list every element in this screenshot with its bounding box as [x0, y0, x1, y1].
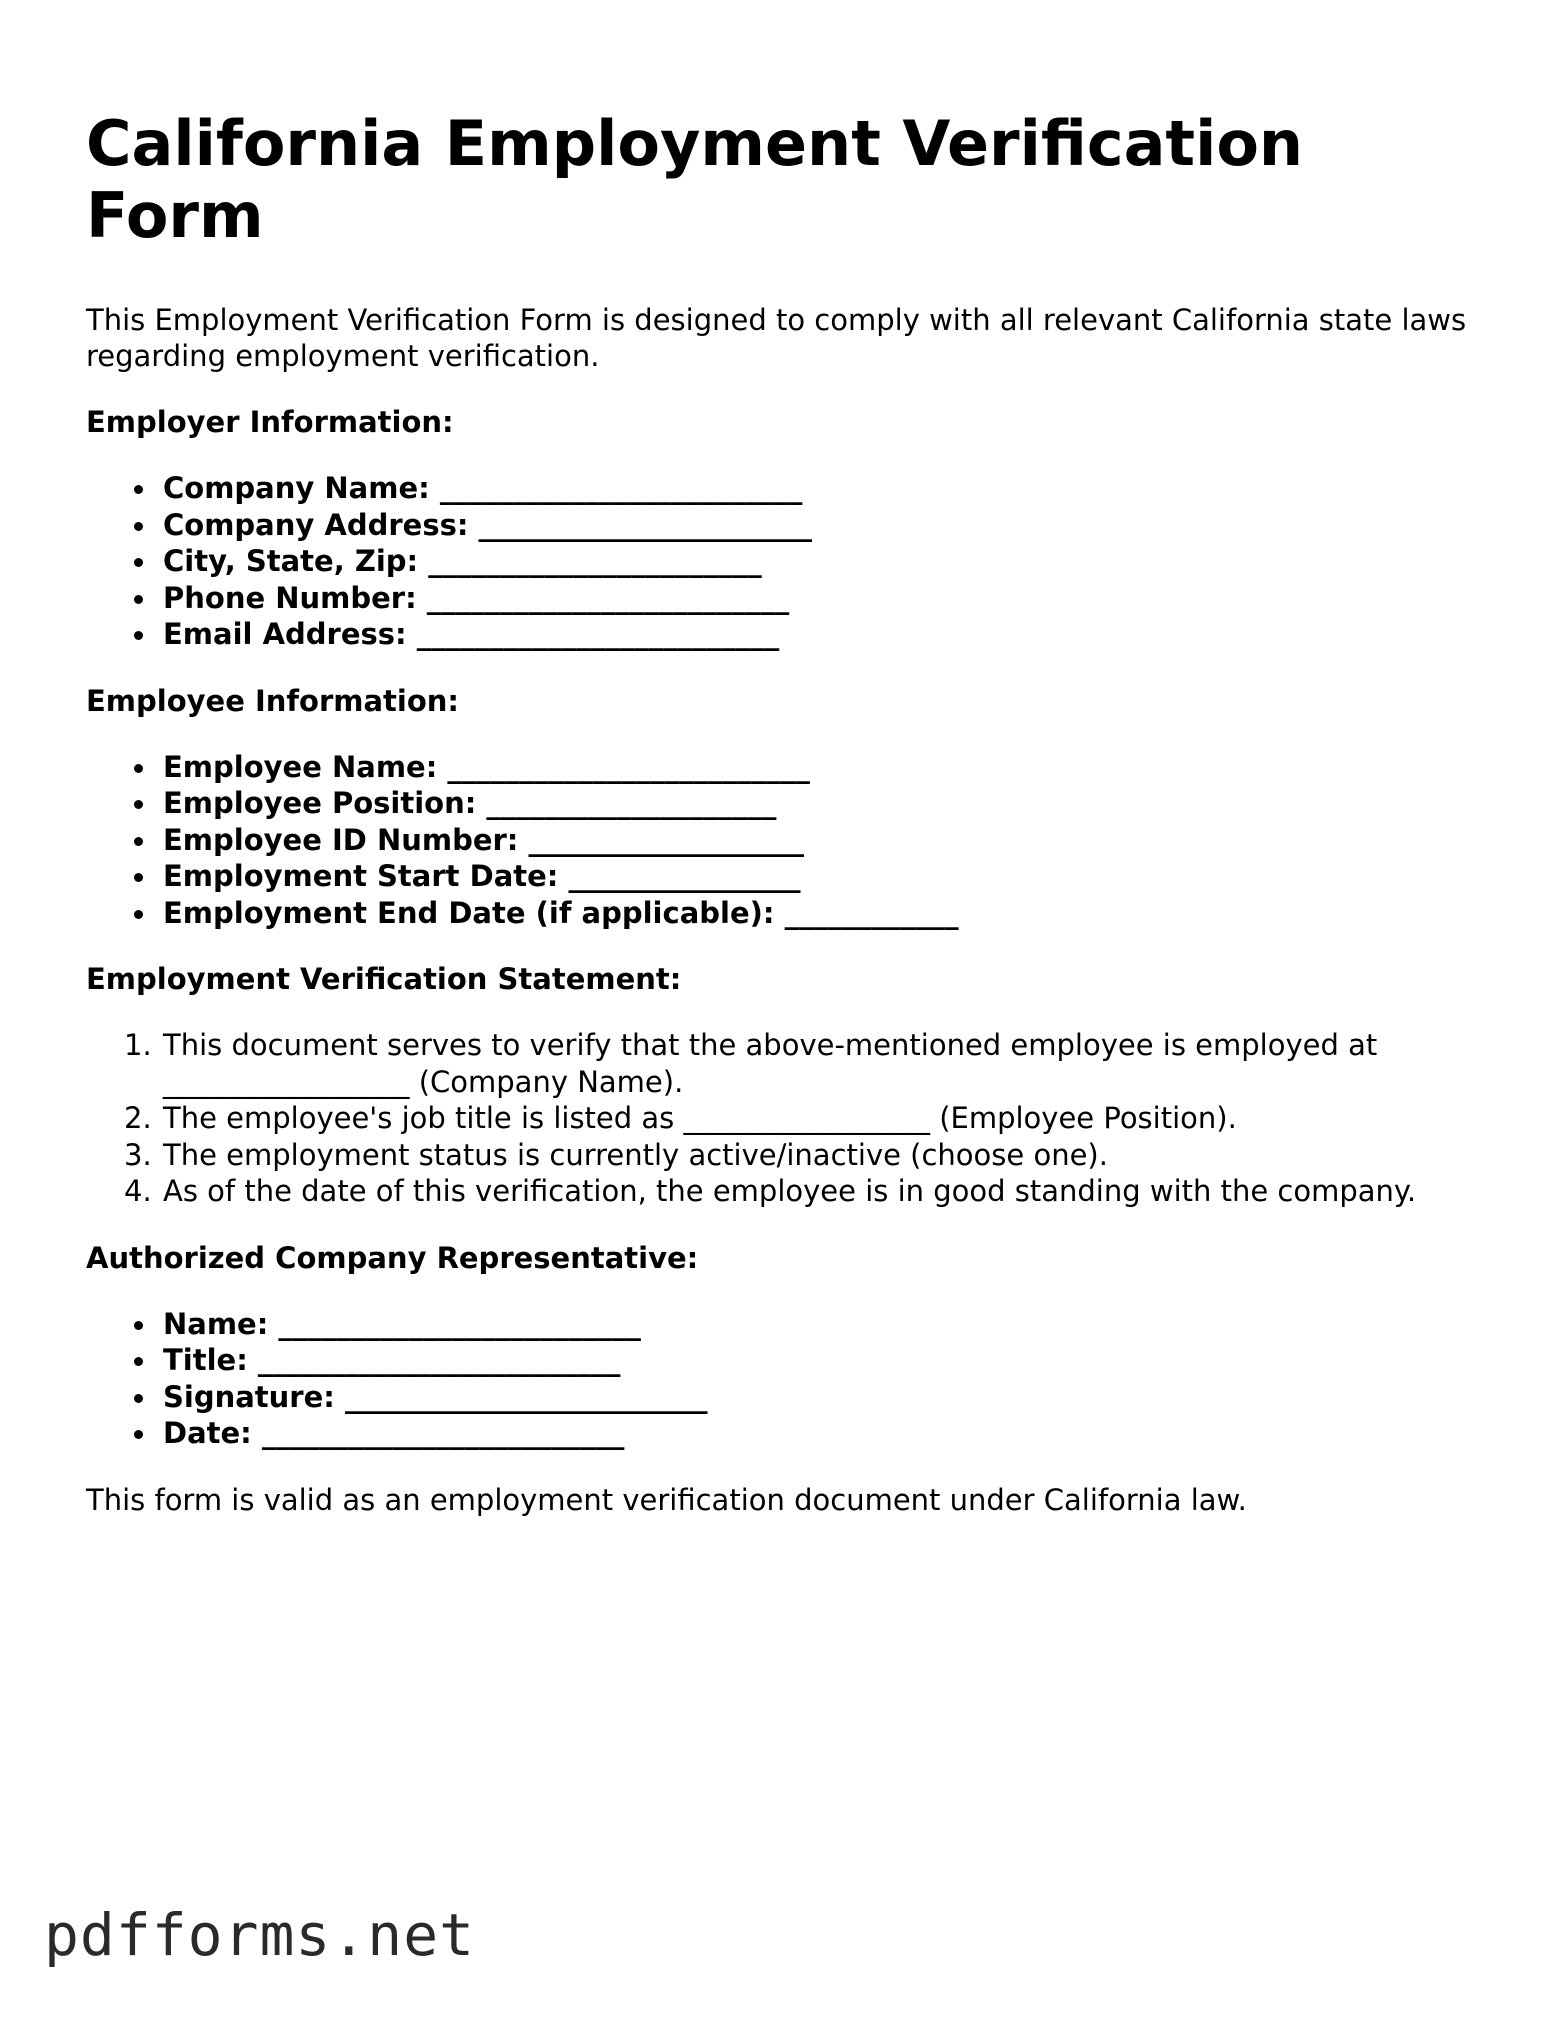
statement-number: 1. [124, 1028, 152, 1062]
representative-title-field[interactable]: Title: _________________________ [163, 1342, 1496, 1379]
statement-list [86, 1027, 1496, 1210]
closing-statement: This form is valid as an employment verification document under California law. [86, 1482, 1247, 1517]
employee-name-field[interactable]: Employee Name: _________________________ [163, 749, 1496, 786]
employee-section-heading: Employee Information: [86, 683, 460, 718]
watermark-logo: pdfforms.net [44, 1901, 476, 1969]
city-state-zip-field[interactable]: City, State, Zip: _______________________ [163, 543, 1496, 580]
employer-section-heading: Employer Information: [86, 405, 454, 439]
representative-date-field[interactable]: Date: _________________________ [163, 1415, 1496, 1452]
company-name-field[interactable]: Company Name: _________________________ [163, 470, 1496, 507]
statement-text: The employment status is currently active/inactive (choose one). [163, 1137, 1108, 1172]
employment-start-date-field[interactable]: Employment Start Date: ________________ [163, 858, 1496, 895]
statement-number: 4. [124, 1174, 152, 1208]
intro-paragraph: This Employment Verification Form is designed to comply with all relevant California state laws regarding employment verification. [86, 303, 1467, 373]
representative-section-heading: Authorized Company Representative: [86, 1240, 699, 1275]
statement-number: 3. [124, 1137, 152, 1172]
email-address-field[interactable]: Email Address: _________________________ [163, 616, 1496, 653]
statement-text: This document serves to verify that the above-mentioned employee is employed at _________________ (Company Name). [163, 1028, 1378, 1099]
statement-text: The employee's job title is listed as _________________ (Employee Position). [163, 1101, 1237, 1135]
statement-item [86, 1027, 1553, 1100]
representative-signature-field[interactable]: Signature: _________________________ [163, 1379, 1496, 1416]
representative-name-field[interactable]: Name: _________________________ [163, 1306, 1496, 1343]
statement-section-heading: Employment Verification Statement: [86, 962, 682, 996]
page-title: California Employment Verification Form [86, 107, 1304, 252]
statement-item [86, 1137, 1553, 1174]
employee-position-field[interactable]: Employee Position: ____________________ [163, 785, 1496, 822]
representative-field-list [86, 1306, 1496, 1452]
employer-field-list [86, 470, 1496, 653]
employment-end-date-field[interactable]: Employment End Date (if applicable): ____________ [163, 895, 1496, 932]
statement-item [86, 1100, 1553, 1137]
company-address-field[interactable]: Company Address: _______________________ [163, 507, 1496, 544]
phone-number-field[interactable]: Phone Number: _________________________ [163, 580, 1496, 617]
statement-text: As of the date of this verification, the employee is in good standing with the company. [163, 1174, 1417, 1208]
employee-id-field[interactable]: Employee ID Number: ___________________ [163, 822, 1496, 859]
employee-field-list [86, 749, 1496, 932]
statement-item [86, 1173, 1553, 1210]
statement-number: 2. [124, 1101, 152, 1135]
document-page [86, 108, 1496, 1518]
